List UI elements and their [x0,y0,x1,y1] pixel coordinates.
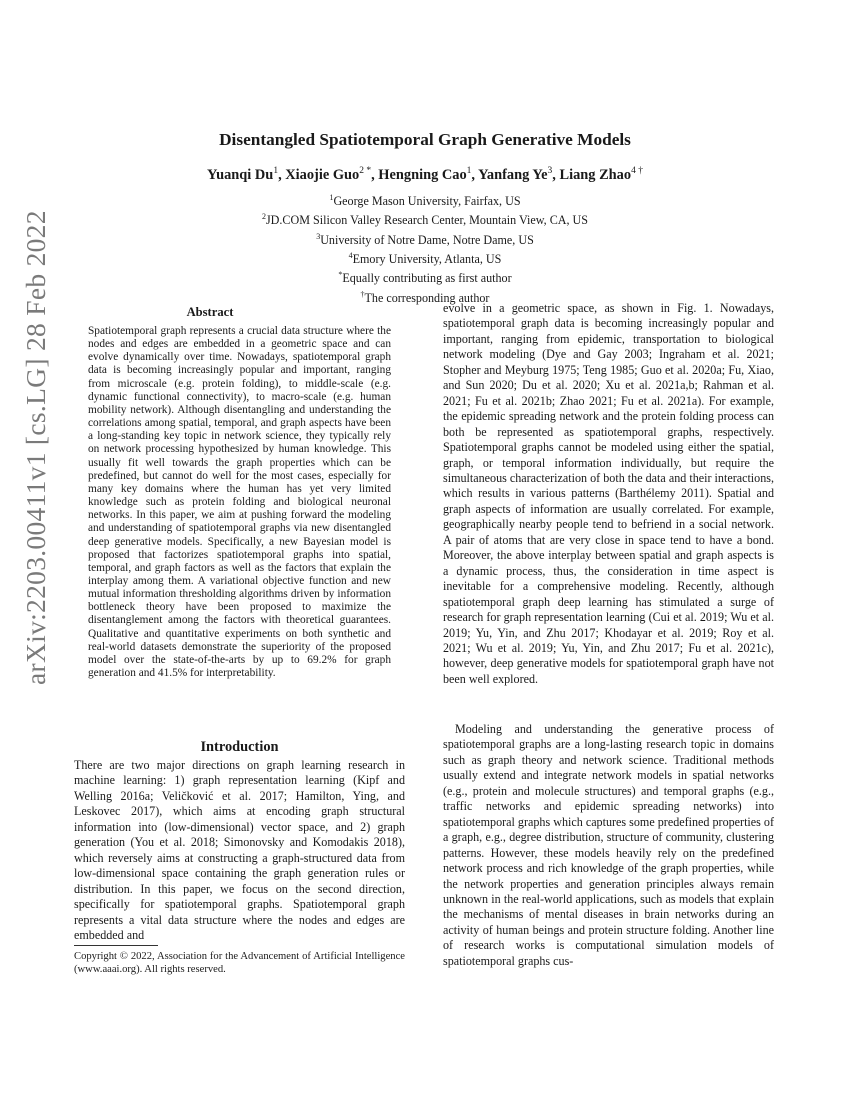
affiliation [0,209,850,228]
author-separator: , [471,166,479,183]
author-separator: , [371,166,379,183]
author [207,167,285,183]
right-column-paragraph-2: Modeling and understanding the generative process of spatiotemporal graphs are a long-lasting research topic in domains such as graph theory and network science. Traditional methods usually extend and integrate network models in spatial networks (e.g., protein and molecule structures) and temporal graphs (e.g., traffic networks and epidemic spreading networks) into spatiotemporal graphs which captures some predefined properties of a graph, e.g., degree distribution, structure of community, clustering patterns. However, these models heavily rely on the predefined network process and rich knowledge of the graph properties, while the network properties and generation principles always remain unknown in the real-world applications, such as models that explain the mechanisms of mental diseases in brain networks during an activity of human beings and protein structure folding. Another line of research works is computational simulation models of spatiotemporal graphs cus- [443,722,774,968]
introduction-heading: Introduction [200,739,279,755]
author-sup: 1 [273,166,279,176]
affiliation [0,267,850,286]
affiliation-list [0,190,850,306]
author-list [0,166,850,184]
author-sup: 2 * [359,166,372,176]
author-name: Yuanqi Du [207,166,274,183]
author-separator: , [278,166,286,183]
affiliation-sup: † [360,289,365,299]
author-sup: 1 [466,166,472,176]
author-name: Hengning Cao [378,166,467,183]
abstract-heading: Abstract [186,305,234,319]
arxiv-identifier-stamp: arXiv:2203.00411v1 [cs.LG] 28 Feb 2022 [20,210,51,685]
author-name: Yanfang Ye [478,166,548,183]
affiliation [0,248,850,267]
author-separator: , [552,166,560,183]
footnote-rule [74,945,158,946]
affiliation-text: Emory University, Atlanta, US [352,252,502,267]
introduction-paragraph: There are two major directions on graph learning research in machine learning: 1) graph representation learning (Kipf and Welling 2016a; Veličković et al. 2017; Hamilton, Ying, and Leskovec 2017), which aims at encoding graph structural information into (low-dimensional) vector space, and 2) graph generation (You et al. 2018; Simonovsky and Komodakis 2018), which reversely aims at constructing a graph-structured data from low-dimensional space containing the graph generation rules or distribution. In this paper, we focus on the second direction, specifically for spatiotemporal graphs. Spatiotemporal graph represents a vital data structure where the nodes and edges are embedded and [74,758,405,942]
author-name: Liang Zhao [559,166,632,183]
affiliation-sup: 2 [261,212,266,222]
affiliation [0,229,850,248]
author [378,167,478,183]
affiliation-text: Equally contributing as first author [342,271,512,286]
affiliation-text: JD.COM Silicon Valley Research Center, Mountain View, CA, US [265,213,589,228]
author-sup: 3 [547,166,553,176]
affiliation [0,190,850,209]
affiliation-text: The corresponding author [364,290,490,305]
affiliation-text: George Mason University, Fairfax, US [333,194,521,209]
affiliation-sup: 3 [316,231,321,241]
right-column-paragraph-1: evolve in a geometric space, as shown in Fig. 1. Nowadays, spatiotemporal graph data is becoming increasingly popular and important, ranging from epidemic, transportation to biological network modeling (Dye and Gay 2003; Ingraham et al. 2021; Stopher and Meyburg 1975; Teng 1985; Guo et al. 2020a; Fu, Xiao, and Sun 2020; Du et al. 2020; Xu et al. 2021a,b; Rahman et al. 2021; Fu et al. 2021b; Zhao 2021; Fu et al. 2021a). For example, the epidemic spreading network and the protein folding process can both be represented as spatiotemporal graphs, respectively. Spatiotemporal graphs cannot be modeled using either the spatial, graph, or temporal information individually, but require the simultaneous characterization of both the data and their interactions, which results in various patterns (Barthélemy 2011). Spatial and graph aspects of information are usually correlated. For example, geographically nearby people tend to befriend in a social network. A pair of atoms that are very close in space tend to have a bond. Moreover, the above interplay between spatial and graph aspects is a dynamic process, thus, the consideration in time aspect is inevitable for a comprehensive modeling. Recently, although spatiotemporal graph deep learning has stimulated a surge of research for graph representation learning (Cui et al. 2019; Wu et al. 2019; Yu, Yin, and Zhu 2017; Khodayar et al. 2019; Roy et al. 2021; Wu et al. 2019; Yu, Yin, and Zhu 2017; Fu et al. 2021c), however, deep generative models for spatiotemporal graph have not been well explored. [443,301,774,686]
affiliation-text: University of Notre Dame, Notre Dame, US [320,232,534,247]
copyright-footnote: Copyright © 2022, Association for the Advancement of Artificial Intelligence (www.aaai.org). All rights reserved. [74,951,405,975]
paper-title: Disentangled Spatiotemporal Graph Generative Models [219,130,631,149]
author [285,167,378,183]
abstract-text: Spatiotemporal graph represents a crucial data structure where the nodes and edges are embedded in a geometric space and can evolve dynamically over time. Nowadays, spatiotemporal graph data is becoming increasingly popular and important, ranging from microscale (e.g. protein folding), to middle-scale (e.g. dynamic functional connectivity), to macro-scale (e.g. human mobility network). Although disentangling and understanding the correlations among spatial, temporal, and graph aspects have been a long-standing key topic in network science, they typically rely on network processing hypothesized by human knowledge. This usually fit well towards the graph properties which can be predefined, but cannot do well for the most cases, especially for many key domains where the human has yet very limited knowledge such as protein folding and biological neuronal networks. In this paper, we aim at pushing forward the modeling and understanding of spatiotemporal graphs via new disentangled deep generative models. Specifically, a new Bayesian model is proposed that factorizes spatiotemporal graphs into spatial, temporal, and graph factors as well as the factors that explain the interplay among them. A variational objective function and new mutual information thresholding algorithms driven by information bottleneck theory have been proposed to maximize the disentanglement among the factors with theoretical guarantees. Qualitative and quantitative experiments on both synthetic and real-world datasets demonstrate the superiority of the proposed model over the state-of-the-arts by up to 69.2% for graph generation and 41.5% for interpretability. [88,325,391,680]
author-name: Xiaojie Guo [285,166,360,183]
affiliation-sup: 4 [348,250,353,260]
author-sup: 4 † [631,166,643,176]
affiliation-sup: * [338,270,343,280]
author [478,167,559,183]
author [559,167,642,183]
affiliation-sup: 1 [329,193,334,202]
